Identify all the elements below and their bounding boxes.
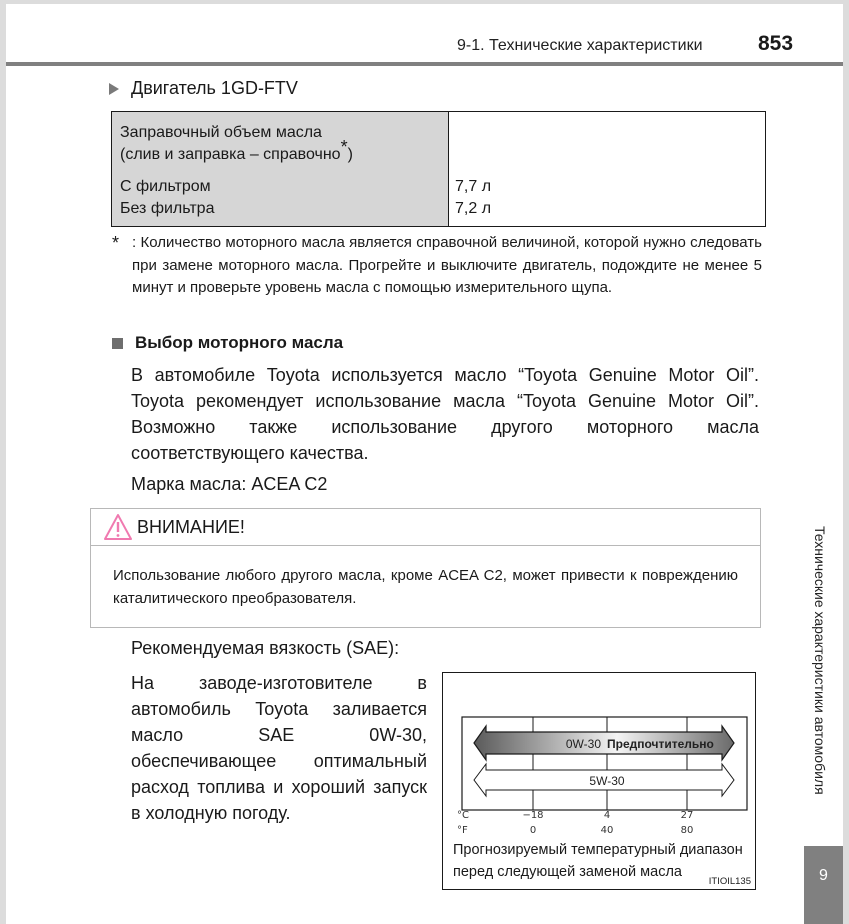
chapter-tab[interactable]	[804, 846, 843, 924]
chapter-number: 9	[819, 867, 828, 884]
engine-heading-text: Двигатель 1GD-FTV	[131, 78, 298, 98]
page-number: 853	[758, 32, 794, 55]
oil-capacity-table	[111, 111, 766, 227]
tick-label-celsius: 4	[603, 810, 611, 821]
capacity-label-line1: Заправочный объем масла	[120, 124, 322, 141]
viscosity-title: Рекомендуемая вязкость (SAE):	[131, 638, 400, 658]
square-bullet-icon	[112, 338, 123, 349]
figure-caption	[453, 839, 743, 883]
figure-caption-line2: перед следующей заменой масла	[453, 864, 682, 880]
footnote-marker: *	[112, 233, 120, 253]
unit-fahrenheit-label: °F	[457, 825, 468, 836]
caution-text: Использование любого другого масла, кроме ACEA C2, может привести к повреждению каталитического преобразователя.	[113, 567, 738, 607]
unit-celsius-label: °C	[457, 810, 469, 821]
figure-caption-line1: Прогнозируемый температурный диапазон	[453, 842, 743, 858]
manual-page	[6, 4, 843, 924]
table-value-cell	[449, 112, 766, 227]
footnote-text: : Количество моторного масла является справочной величиной, которой нужно следовать при замене моторного масла. Прогрейте и выключите двигатель, подождите не менее 5 минут и проверьте уровень масла с помощью измерительного щупа.	[132, 234, 762, 296]
capacity-label-line2: (слив и заправка – справочно*)	[120, 137, 353, 163]
tick-label-fahrenheit: 80	[680, 825, 694, 836]
header-section-title: 9-1. Технические характеристики	[457, 37, 703, 54]
caution-header	[91, 509, 760, 546]
caution-box	[90, 508, 761, 628]
chapter-side-title: Технические характеристики автомобиля	[812, 526, 828, 795]
tick-label-fahrenheit: 40	[600, 825, 614, 836]
oil-selection-heading-text: Выбор моторного масла	[135, 333, 344, 352]
viscosity-figure	[442, 672, 756, 890]
table-row-label: Без фильтра	[120, 200, 215, 217]
viscosity-text: На заводе-изготовителе в автомобиль Toyota заливается масло SAE 0W-30, обеспечивающее оптимальный расход топлива и хороший запуск в холодную погоду.	[131, 673, 427, 823]
series-label-0w30: 0W-30	[565, 737, 601, 751]
viscosity-chart	[443, 673, 755, 843]
table-row-value: 7,2 л	[455, 200, 492, 217]
table-row-value: 7,7 л	[455, 178, 492, 195]
warning-triangle-icon	[103, 513, 133, 541]
caution-title: ВНИМАНИЕ!	[137, 516, 245, 537]
oil-selection-paragraph: В автомобиле Toyota используется масло “Toyota Genuine Motor Oil”. Toyota рекомендует использование масла “Toyota Genuine Motor Oil”. Возможно также использование другого моторного масла соответствующего качества.	[131, 365, 759, 463]
header-divider	[6, 62, 843, 66]
tick-label-celsius: 27	[680, 810, 694, 821]
footnote	[112, 232, 762, 300]
figure-code: ITIOIL135	[708, 876, 751, 887]
triangle-bullet-icon	[109, 83, 119, 95]
tick-label-fahrenheit: 0	[529, 825, 537, 836]
oil-grade: Марка масла: ACEA C2	[131, 474, 328, 494]
tick-label-celsius: −18	[522, 810, 544, 821]
oil-selection-heading	[112, 333, 343, 353]
engine-heading	[109, 78, 298, 99]
series-label-5w30: 5W-30	[589, 774, 625, 788]
series-note-preferred: Предпочтительно	[607, 737, 714, 751]
table-row-label: С фильтром	[120, 178, 211, 195]
chart-frame	[462, 717, 747, 810]
table-label-cell	[112, 112, 449, 227]
